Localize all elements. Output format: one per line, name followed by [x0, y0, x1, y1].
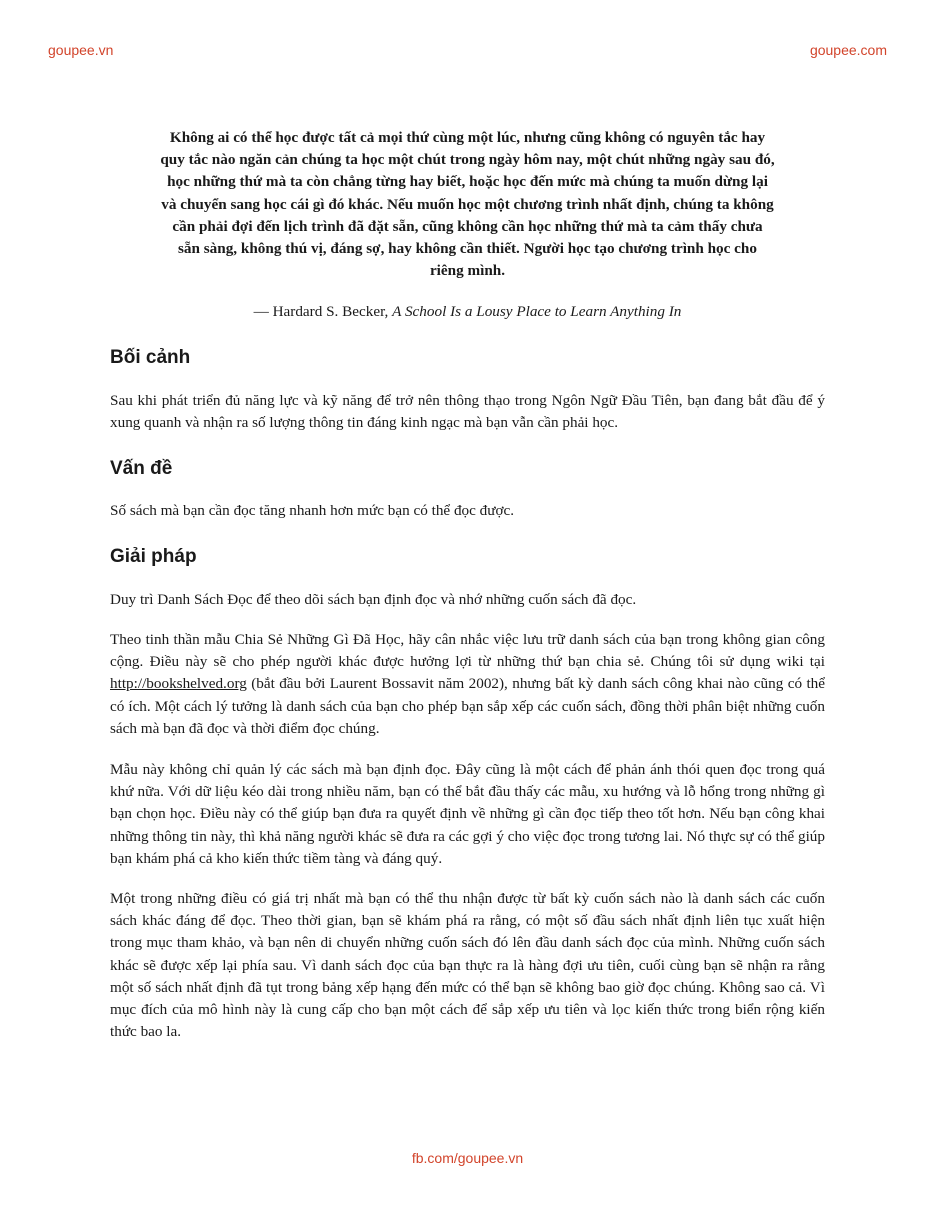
solution-p2-text-after: (bắt đầu bởi Laurent Bossavit năm 2002), nhưng bất kỳ danh sách công khai nào cũng có thể có ích. Một cách lý tưởng là danh sách của bạn cho phép bạn sắp xếp các cuốn sách, đồng thời phân biệt những cuốn sách mà bạn đã đọc và thời điểm đọc chúng.	[110, 675, 825, 737]
epigraph-book-title: A School Is a Lousy Place to Learn Anything In	[392, 303, 682, 320]
heading-solution: Giải pháp	[110, 546, 197, 567]
solution-p2-text-before: Theo tinh thần mẫu Chia Sẻ Những Gì Đã Học, hãy cân nhắc việc lưu trữ danh sách của bạn trong không gian công cộng. Điều này sẽ cho phép người khác được hưởng lợi từ những thứ bạn chia sẻ. Chúng tôi sử dụng wiki tại	[110, 631, 825, 671]
heading-problem: Vấn đề	[110, 458, 173, 479]
heading-context: Bối cảnh	[110, 347, 191, 368]
epigraph-author: — Hardard S. Becker,	[253, 303, 393, 320]
solution-paragraph-1: Duy trì Danh Sách Đọc để theo dõi sách bạn định đọc và nhớ những cuốn sách đã đọc.	[110, 591, 637, 608]
epigraph-attribution	[110, 302, 825, 322]
context-paragraph: Sau khi phát triển đủ năng lực và kỹ năng để trở nên thông thạo trong Ngôn Ngữ Đầu Tiên, bạn đang bắt đầu để ý xung quanh và nhận ra số lượng thông tin đáng kinh ngạc mà bạn vẫn cần phải học.	[110, 392, 825, 432]
solution-paragraph-3: Mẫu này không chỉ quản lý các sách mà bạn định đọc. Đây cũng là một cách để phản ánh thói quen đọc trong quá khứ nữa. Với dữ liệu kéo dài trong nhiều năm, bạn có thể bắt đầu thấy các mẫu, xu hướng và lỗ hổng trong những gì bạn chọn học. Điều này có thể giúp bạn đưa ra quyết định về những gì cần đọc tiếp theo tốt hơn. Nếu bạn công khai những thông tin này, thì khả năng người khác sẽ đưa ra các gợi ý cho việc đọc trong tương lai. Nó thực sự có thể giúp bạn khám phá cả kho kiến thức tiềm tàng và đáng quý.	[110, 761, 825, 867]
bookshelved-link[interactable]: http://bookshelved.org	[110, 675, 247, 693]
footer-link: fb.com/goupee.vn	[411, 1150, 524, 1166]
header-site-left: goupee.vn	[48, 42, 114, 58]
epigraph-quote: Không ai có thể học được tất cả mọi thứ cùng một lúc, nhưng cũng không có nguyên tắc hay quy tắc nào ngăn cản chúng ta học một chút trong ngày hôm nay, một chút những ngày sau đó, học những thứ mà ta còn chẳng từng hay biết, hoặc học đến mức mà chúng ta muốn dừng lại và chuyển sang học cái gì đó khác. Nếu muốn học một chương trình nhất định, chúng ta không cần phải đợi đến lịch trình đã đặt sẵn, cũng không cần học những thứ mà ta cảm thấy chưa sẵn sàng, không thú vị, đáng sợ, hay không cần thiết. Người học tạo chương trình học cho riêng mình.	[160, 129, 775, 280]
problem-paragraph: Số sách mà bạn cần đọc tăng nhanh hơn mức bạn có thể đọc được.	[110, 502, 515, 519]
solution-paragraph-2	[110, 629, 825, 740]
header-site-right: goupee.com	[809, 42, 887, 58]
solution-paragraph-4: Một trong những điều có giá trị nhất mà bạn có thể thu nhận được từ bất kỳ cuốn sách nào là danh sách các cuốn sách khác đáng để đọc. Theo thời gian, bạn sẽ khám phá ra rằng, có một số đầu sách nhất định liên tục xuất hiện trong mục tham khảo, và bạn nên di chuyển những cuốn sách đó lên đầu danh sách đọc của mình. Những cuốn sách khác sẽ được xếp lại phía sau. Vì danh sách đọc của bạn thực ra là hàng đợi ưu tiên, cuối cùng bạn sẽ nhận ra rằng một số sách nhất định đã tụt trong bảng xếp hạng đến mức có thể bạn sẽ không bao giờ đọc chúng. Không sao cả. Vì mục đích của mô hình này là cung cấp cho bạn một cách để sắp xếp ưu tiên và lọc kiến thức trong biển rộng kiến thức bao la.	[110, 890, 825, 1041]
